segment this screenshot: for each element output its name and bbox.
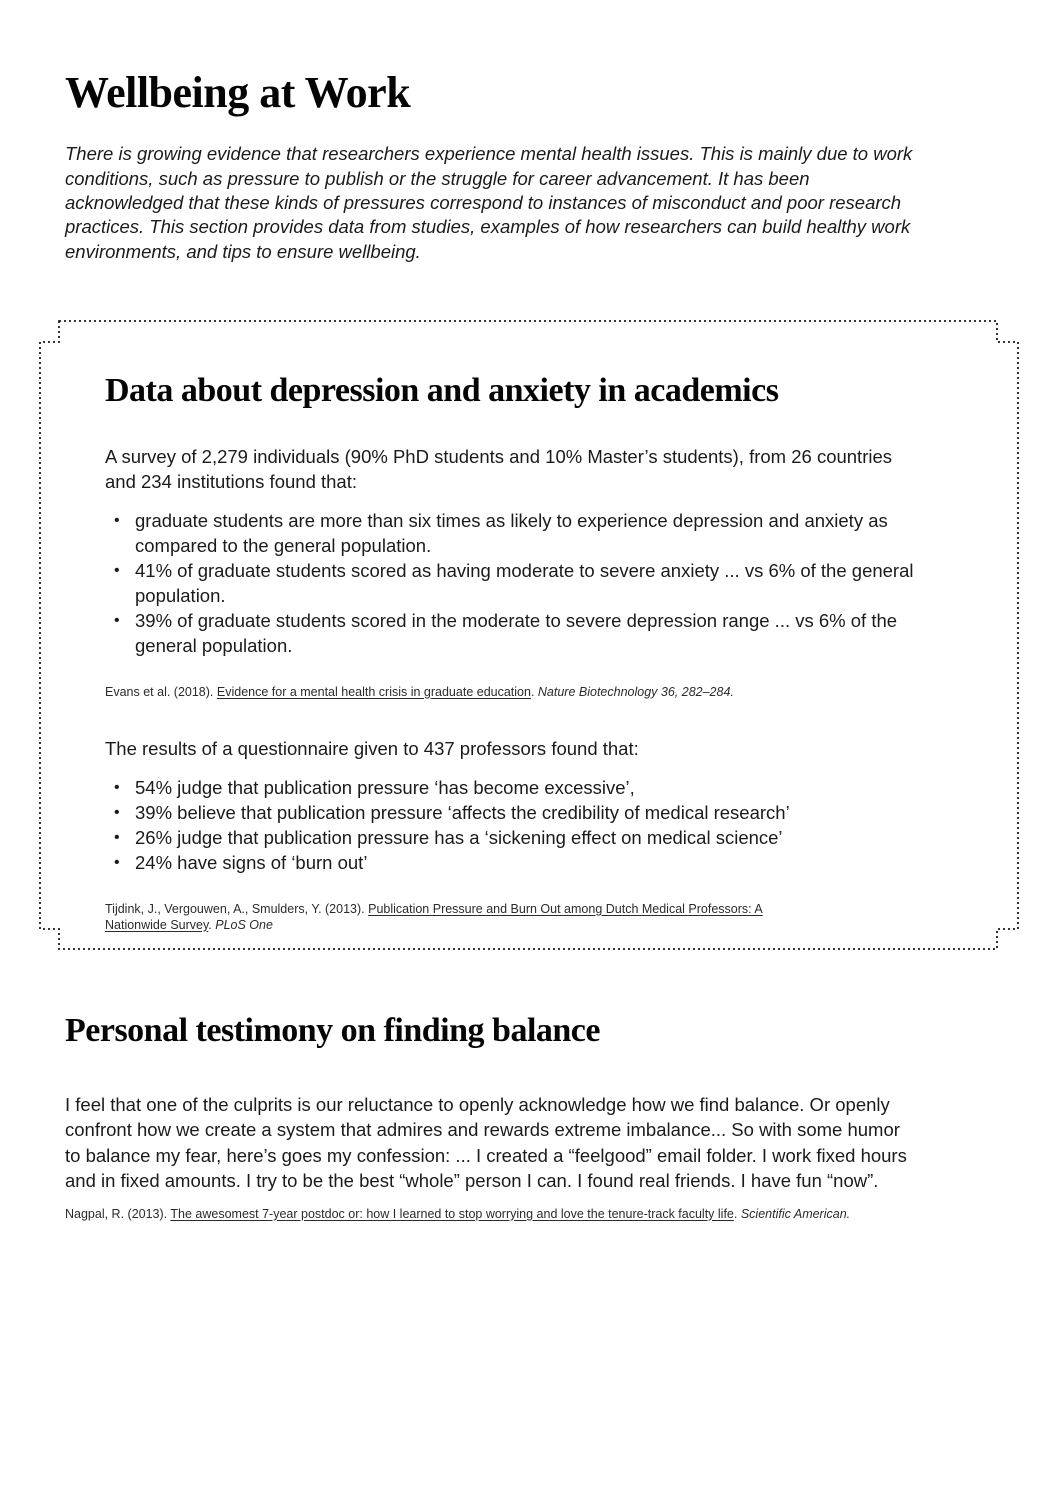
list-item: • 39% believe that publication pressure ‘affects the credibility of medical research’ — [105, 800, 919, 825]
testimony-heading: Personal testimony on finding balance — [65, 1012, 600, 1050]
callout-heading: Data about depression and anxiety in academics — [105, 372, 779, 410]
citation-link[interactable]: The awesomest 7-year postdoc or: how I learned to stop worrying and love the tenure-track faculty life — [170, 1206, 734, 1221]
citation-journal: Nature Biotechnology 36, 282–284. — [537, 684, 734, 699]
testimony-paragraph: I feel that one of the culprits is our reluctance to openly acknowledge how we find balance. Or openly confront how we create a system that admires and rewards extreme imbalance... So with some humor to balance my fear, here’s goes my confession: ... I created a “feelgood” email folder. I work fixed hours and in fixed amounts. I try to be the best “whole” person I can. I found real friends. I have fun “now”. — [65, 1093, 907, 1192]
citation-journal: Scientific American. — [740, 1206, 851, 1221]
list-item: • 24% have signs of ‘burn out’ — [105, 850, 919, 875]
citation-prefix: Evans et al. (2018). — [105, 684, 217, 699]
callout-content — [39, 320, 1019, 932]
citation-link[interactable]: Publication Pressure and Burn Out among Dutch Medical Professors: A Nationwide Survey — [105, 901, 763, 932]
intro-paragraph: There is growing evidence that researchers experience mental health issues. This is mainly due to work conditions, such as pressure to publish or the struggle for career advancement. It has been acknowledged that these kinds of pressures correspond to instances of misconduct and poor research practices. This section provides data from studies, examples of how researchers can build healthy work environments, and tips to ensure wellbeing. — [65, 143, 913, 262]
citation-tijdink — [105, 901, 805, 933]
survey-lead: A survey of 2,279 individuals (90% PhD students and 10% Master’s students), from 26 countries and 234 institutions found that: — [105, 445, 893, 492]
questionnaire-lead: The results of a questionnaire given to 437 professors found that: — [105, 737, 639, 759]
list-item: • 26% judge that publication pressure has a ‘sickening effect on medical science’ — [105, 825, 919, 850]
citation-separator: . — [733, 1206, 741, 1221]
list-item: • 39% of graduate students scored in the moderate to severe depression range ... vs 6% of the general population. — [105, 608, 919, 658]
page-title: Wellbeing at Work — [65, 68, 411, 117]
citation-nagpal — [65, 1206, 998, 1222]
citation-journal: PLoS One — [215, 917, 273, 932]
citation-separator: . — [208, 917, 216, 932]
citation-prefix: Nagpal, R. (2013). — [65, 1206, 171, 1221]
data-callout-box — [39, 320, 1019, 950]
list-item: • 54% judge that publication pressure ‘has become excessive’, — [105, 775, 919, 800]
citation-separator: . — [530, 684, 538, 699]
questionnaire-bullet-list — [105, 775, 919, 875]
list-item: • 41% of graduate students scored as having moderate to severe anxiety ... vs 6% of the general population. — [105, 558, 919, 608]
citation-evans — [105, 684, 805, 700]
list-item: • graduate students are more than six times as likely to experience depression and anxiety as compared to the general population. — [105, 508, 919, 558]
citation-prefix: Tijdink, J., Vergouwen, A., Smulders, Y. (2013). — [105, 901, 369, 916]
survey-bullet-list — [105, 508, 919, 658]
citation-link[interactable]: Evidence for a mental health crisis in graduate education — [216, 684, 531, 699]
